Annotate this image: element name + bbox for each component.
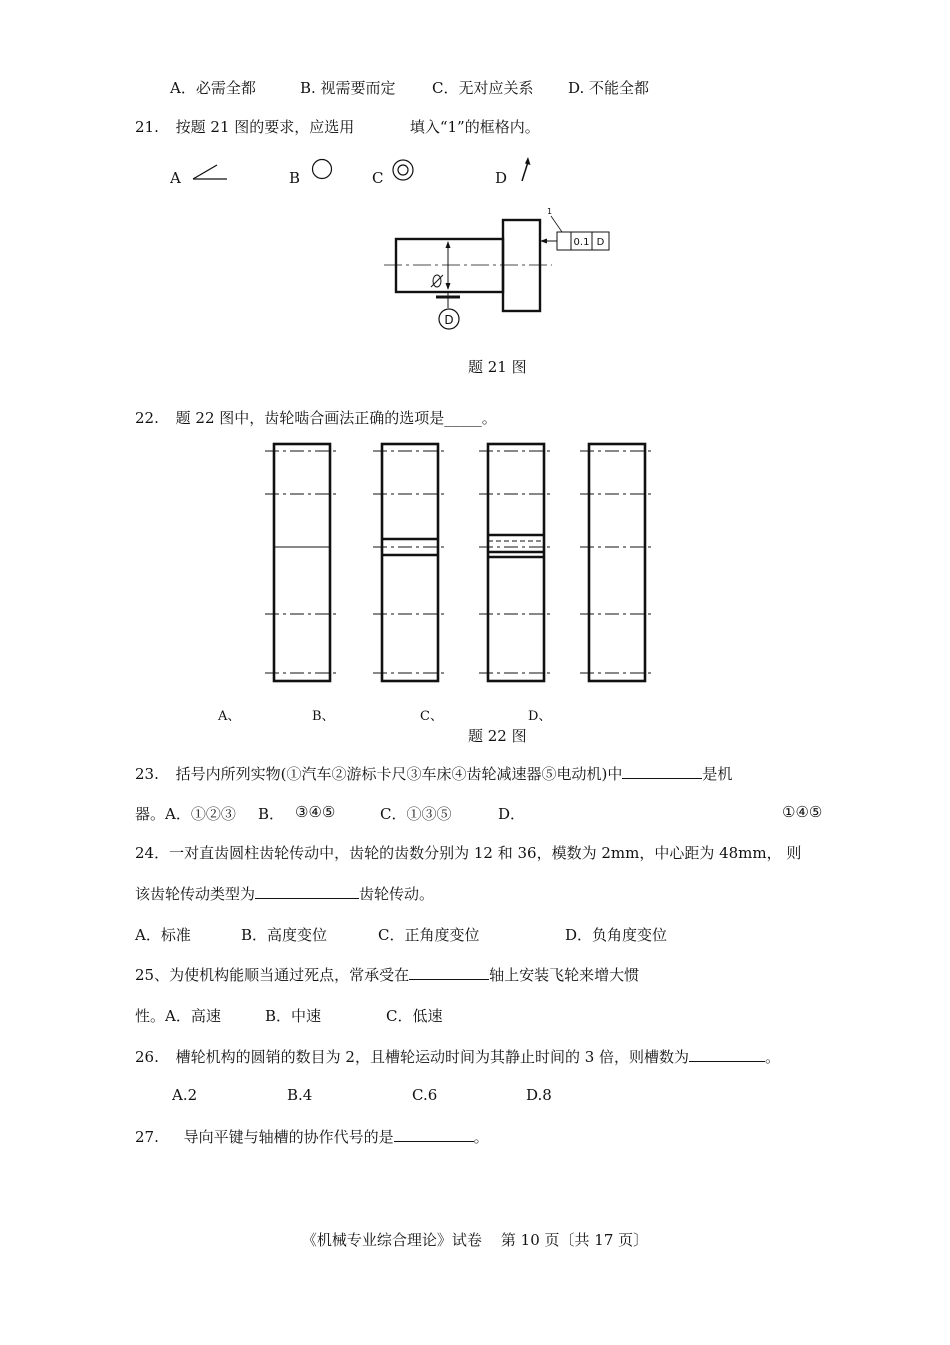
q27-question bbox=[135, 1126, 489, 1147]
q21-datum-label: D bbox=[596, 237, 605, 248]
q23-question bbox=[135, 763, 732, 784]
q26-option-d: D.8 bbox=[526, 1086, 552, 1104]
q21-option-b-label: B bbox=[289, 169, 301, 187]
q22-gear-b bbox=[373, 444, 448, 681]
q26-text-before: 槽轮机构的圆销的数目为 2，且槽轮运动时间为其静止时间的 3 倍，则槽数为 bbox=[175, 1048, 690, 1066]
q25-option-a: A．高速 bbox=[165, 1007, 221, 1025]
q20-option-b: B. 视需要而定 bbox=[300, 79, 396, 97]
q21-question bbox=[135, 117, 540, 137]
q24-text-before: 该齿轮传动类型为 bbox=[135, 885, 256, 903]
q23-option-d-label: D． bbox=[498, 805, 526, 823]
q25-text-before: 25、为使机构能顺当通过死点，常承受在 bbox=[135, 966, 410, 984]
q23-text-after: 是机 bbox=[702, 765, 733, 783]
q22-label-b: B、 bbox=[312, 709, 335, 724]
coaxiality-icon bbox=[391, 158, 417, 184]
q21-number: 21. bbox=[135, 118, 159, 136]
q21-option-c-label: C bbox=[372, 169, 384, 187]
q27-text-before: 导向平键与轴槽的协作代号的是 bbox=[183, 1128, 394, 1146]
q25-answer-blank[interactable] bbox=[409, 964, 489, 980]
q21-text-after: 填入“1”的框格内。 bbox=[409, 118, 540, 136]
q27-answer-blank[interactable] bbox=[394, 1126, 474, 1142]
q21-option-d-label: D bbox=[495, 169, 508, 187]
q24-option-b: B．高度变位 bbox=[241, 926, 328, 944]
q24-option-a: A．标准 bbox=[135, 926, 191, 944]
q23-option-a: A．①②③ bbox=[165, 805, 236, 823]
q23-number: 23. bbox=[135, 765, 159, 783]
q26-option-a: A.2 bbox=[172, 1086, 198, 1104]
q20-option-d: D. 不能全都 bbox=[568, 79, 650, 97]
q27-text-after: 。 bbox=[473, 1128, 489, 1146]
q21-datum-circle-label: D bbox=[444, 313, 454, 327]
q22-number: 22. bbox=[135, 409, 159, 427]
q22-question bbox=[135, 408, 497, 428]
q21-option-a-label: A bbox=[170, 169, 181, 187]
q23-option-d-value: ①④⑤ bbox=[782, 803, 823, 821]
q22-label-d: D、 bbox=[528, 709, 552, 724]
q26-answer-blank[interactable] bbox=[689, 1046, 765, 1062]
page-footer: 《机械专业综合理论》试卷 第 10 页〔共 17 页〕 bbox=[301, 1231, 649, 1249]
q21-figure-caption: 题 21 图 bbox=[468, 358, 527, 376]
q24-line1: 24．一对直齿圆柱齿轮传动中，齿轮的齿数分别为 12 和 36，模数为 2mm，中心距为 48mm， 则 bbox=[135, 844, 802, 862]
q24-line2 bbox=[135, 883, 434, 904]
angularity-icon bbox=[190, 162, 230, 182]
q22-gear-c bbox=[479, 444, 554, 681]
q22-gear-a bbox=[265, 444, 340, 681]
q21-leader-label: 1 bbox=[547, 207, 553, 216]
q27-number: 27. bbox=[135, 1128, 159, 1146]
q24-option-d: D．负角度变位 bbox=[565, 926, 668, 944]
q25-text-after: 轴上安装飞轮来增大惯 bbox=[489, 966, 640, 984]
q20-option-c: C．无对应关系 bbox=[432, 79, 534, 97]
q22-text: 题 22 图中，齿轮啮合画法正确的选项是_____。 bbox=[175, 409, 497, 427]
q25-option-b: B．中速 bbox=[265, 1007, 322, 1025]
q26-option-b: B.4 bbox=[287, 1086, 313, 1104]
q23-line2-prefix: 器。 bbox=[135, 805, 166, 823]
q26-option-c: C.6 bbox=[412, 1086, 438, 1104]
q23-text-before: 括号内所列实物(①汽车②游标卡尺③车床④齿轮减速器⑤电动机)中 bbox=[175, 765, 623, 783]
q22-gear-d bbox=[580, 444, 655, 681]
q22-label-c: C、 bbox=[420, 709, 443, 724]
q22-label-a: A、 bbox=[218, 709, 241, 724]
q25-option-c: C．低速 bbox=[386, 1007, 443, 1025]
q24-text-after: 齿轮传动。 bbox=[359, 885, 435, 903]
q23-option-c: C．①③⑤ bbox=[380, 805, 452, 823]
circular-runout-icon bbox=[518, 156, 534, 184]
q26-question bbox=[135, 1046, 780, 1067]
q25-question bbox=[135, 964, 639, 985]
q23-option-b-label: B． bbox=[258, 805, 285, 823]
circularity-icon bbox=[311, 158, 335, 182]
q23-option-b-value: ③④⑤ bbox=[295, 803, 336, 821]
q26-number: 26. bbox=[135, 1048, 159, 1066]
q22-figure-caption: 题 22 图 bbox=[468, 727, 527, 745]
q23-answer-blank[interactable] bbox=[622, 763, 702, 779]
q24-answer-blank[interactable] bbox=[255, 883, 359, 899]
q21-figure bbox=[370, 200, 630, 335]
q21-text-before: 按题 21 图的要求，应选用 bbox=[175, 118, 355, 136]
q21-tolerance-value: 0.1 bbox=[573, 237, 590, 248]
q24-option-c: C．正角度变位 bbox=[378, 926, 480, 944]
q25-line2-prefix: 性。 bbox=[135, 1007, 166, 1025]
q26-text-after: 。 bbox=[765, 1048, 781, 1066]
q22-figure bbox=[260, 438, 670, 688]
q20-option-a: A．必需全都 bbox=[170, 79, 256, 97]
